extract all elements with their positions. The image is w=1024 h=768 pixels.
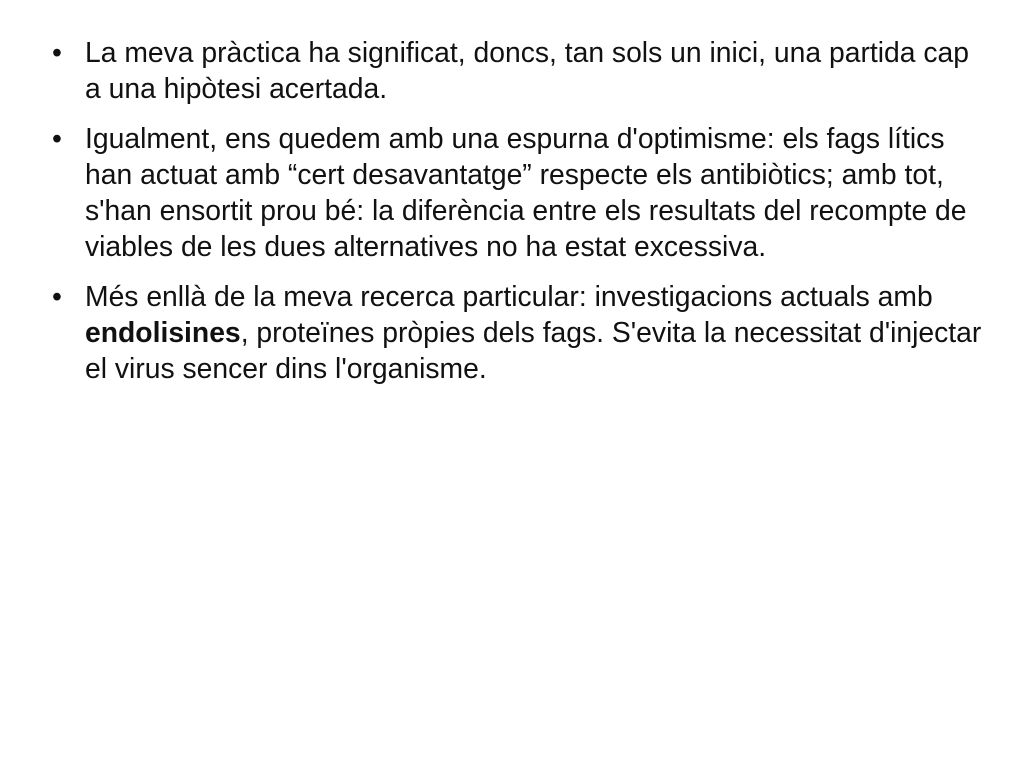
bullet-icon: • (52, 280, 62, 312)
bullet-icon: • (52, 36, 62, 68)
bullet-text-3 (85, 280, 981, 384)
endolisines-emphasis: endolisines (85, 316, 241, 348)
bullet-item-1 (52, 34, 987, 106)
bullet-item-2 (52, 120, 987, 264)
bullet-icon: • (52, 122, 62, 154)
bullet-text-2: Igualment, ens quedem amb una espurna d'optimisme: els fags lítics han actuat amb “cert desavantatge” respecte els antibiòtics; amb tot, s'han ensortit prou bé: la diferència entre els resultats del recompte de viables de les dues alternatives no ha estat excessiva. (85, 122, 967, 262)
bullet-item-3 (52, 278, 987, 386)
bullet-text-1: La meva pràctica ha significat, doncs, tan sols un inici, una partida cap a una hipòtesi acertada. (85, 36, 969, 104)
bullet-text-3-after: , proteïnes pròpies dels fags. S'evita la necessitat d'injectar el virus sencer dins l'organisme. (85, 316, 982, 384)
bullet-list (52, 34, 987, 400)
bullet-text-3-before: Més enllà de la meva recerca particular: investigacions actuals amb (85, 280, 933, 312)
